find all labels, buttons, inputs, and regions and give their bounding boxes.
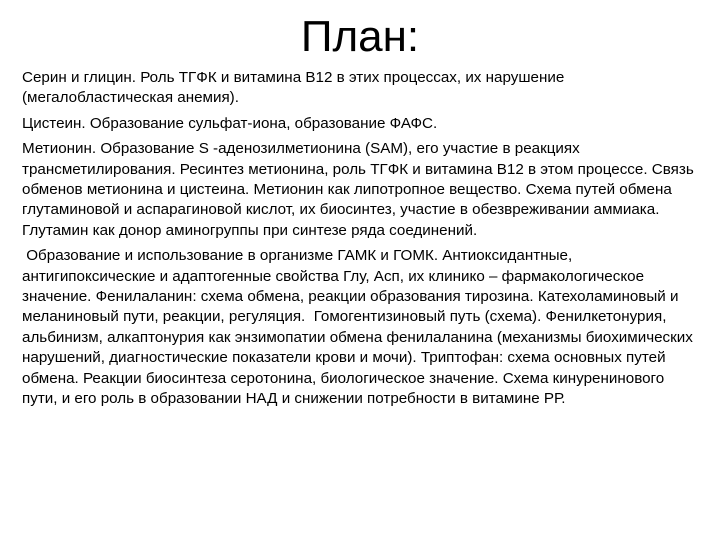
paragraph-methionine: Метионин. Образование S -аденозилметионина (SAM), его участие в реакциях трансметилирования. Ресинтез метионина, роль ТГФК и витамина В12 в этом процессе. Связь обменов метионина и цистеина. Метионин как липотропное вещество. Схема путей обмена глутаминовой и аспарагиновой кислот, их биосинтез, участие в обезвреживании аммиака. Глутамин как донор аминогруппы при синтезе ряда соединений. xyxy=(22,140,694,239)
paragraph-gaba-phenylalanine-tryptophan: Образование и использование в организме ГАМК и ГОМК. Антиоксидантные, антигипоксические и адаптогенные свойства Глу, Асп, их клинико – фармакологическое значение. Фенилаланин: схема обмена, реакции образования тирозина. Катехоламиновый и меланиновый пути, реакции, регуляция. Гомогентизиновый путь (схема). Фенилкетонурия, альбинизм, алкаптонурия как энзимопатии обмена фенилаланина (механизмы биохимических нарушений, диагностические показатели крови и мочи). Триптофан: схема основных путей обмена. Реакции биосинтеза серотонина, биологическое значение. Схема кинуренинового пути, и его роль в образовании НАД и снижении потребности в витамине РР. xyxy=(22,247,698,408)
paragraph-serine-glycine: Серин и глицин. Роль ТГФК и витамина В12 в этих процессах, их нарушение (мегалобластическая анемия). xyxy=(22,69,565,107)
paragraph-cysteine: Цистеин. Образование сульфат-иона, образование ФАФС. xyxy=(22,114,438,132)
slide-body xyxy=(22,68,702,415)
slide-title: План: xyxy=(300,12,420,61)
